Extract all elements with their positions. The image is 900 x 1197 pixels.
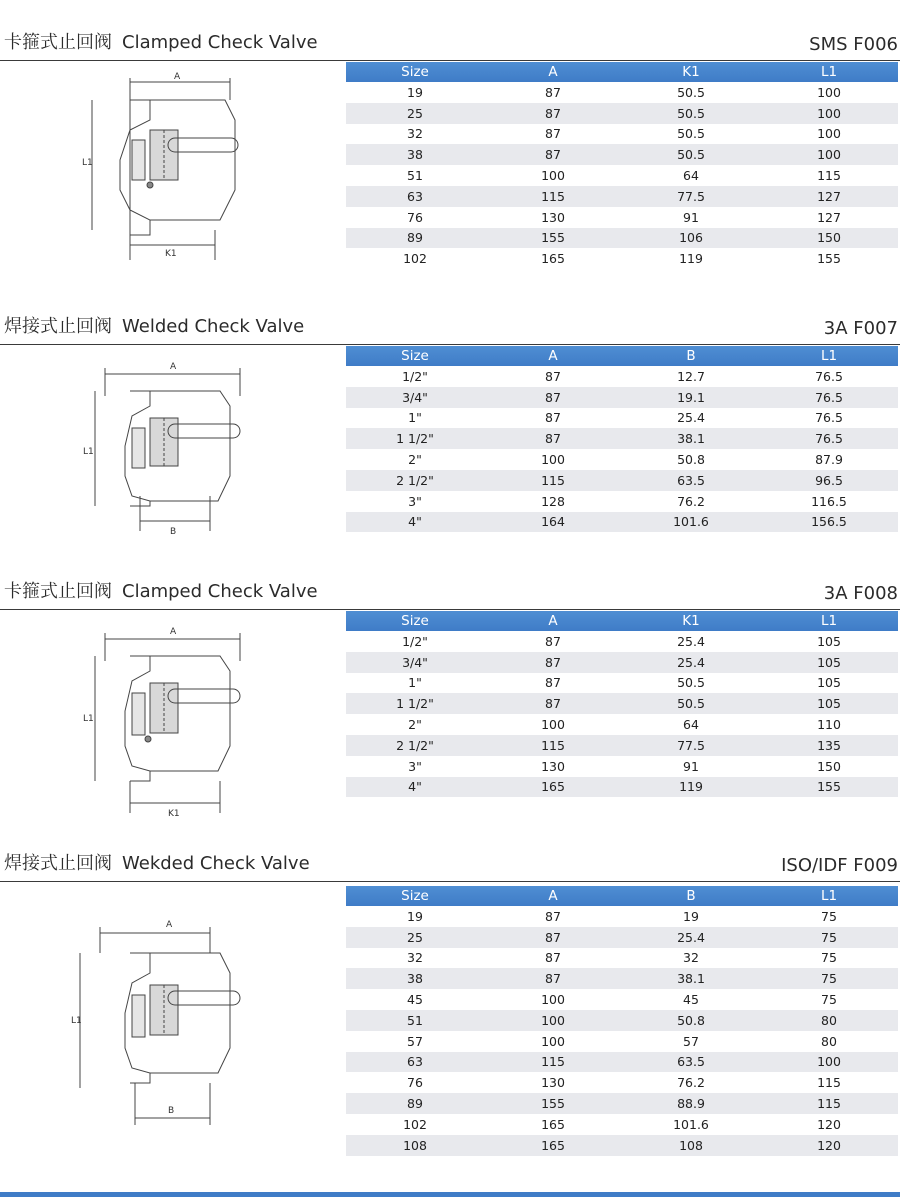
table-row	[346, 714, 898, 735]
table-cell: 38	[346, 968, 484, 989]
table-cell: 57	[683, 1033, 699, 1049]
table-cell: 100	[541, 452, 565, 468]
table-row	[346, 165, 898, 186]
table-row	[346, 906, 898, 927]
valve-drawing	[70, 621, 260, 821]
dim-label-a: A	[166, 920, 173, 930]
table-cell: 119	[622, 777, 760, 798]
spec-table	[346, 611, 898, 797]
header-cell: B	[622, 886, 760, 906]
table-row	[346, 948, 898, 969]
table-row	[346, 989, 898, 1010]
table-body	[346, 631, 898, 797]
dim-label-bottom: K1	[168, 809, 180, 819]
table-row	[346, 673, 898, 694]
table-cell: 19	[407, 908, 423, 924]
table-cell: 80	[760, 1010, 898, 1031]
table-cell: 165	[484, 1135, 622, 1156]
title-chinese: 焊接式止回阀	[4, 853, 112, 874]
table-cell: 63.5	[622, 470, 760, 491]
table-cell: 3"	[408, 758, 422, 774]
table-cell: 155	[817, 251, 841, 267]
table-header	[346, 62, 898, 82]
section-divider	[0, 344, 900, 345]
table-cell: 76.2	[677, 493, 705, 509]
table-cell: 128	[541, 493, 565, 509]
table-cell: 76	[407, 209, 423, 225]
table-row	[346, 449, 898, 470]
table-row	[346, 756, 898, 777]
table-cell: 1/2"	[402, 368, 428, 384]
table-cell: 155	[760, 777, 898, 798]
table-cell: 76.5	[815, 368, 843, 384]
table-cell: 87	[484, 652, 622, 673]
valve-drawing	[70, 70, 260, 270]
table-cell: 100	[760, 1052, 898, 1073]
dim-label-l1: L1	[71, 1016, 82, 1026]
table-row	[346, 82, 898, 103]
table-cell: 102	[403, 251, 427, 267]
table-cell: 108	[622, 1135, 760, 1156]
table-cell: 50.5	[622, 103, 760, 124]
table-cell: 127	[760, 186, 898, 207]
header-cell: A	[484, 346, 622, 366]
header-cell: B	[622, 346, 760, 366]
table-cell: 64	[683, 168, 699, 184]
header-cell: Size	[346, 346, 484, 366]
table-cell: 164	[484, 512, 622, 533]
table-cell: 102	[403, 1116, 427, 1132]
table-row	[346, 1093, 898, 1114]
table-cell: 89	[346, 228, 484, 249]
table-body	[346, 366, 898, 532]
table-cell: 25	[346, 103, 484, 124]
table-cell: 50.5	[677, 126, 705, 142]
table-cell: 100	[541, 168, 565, 184]
dim-label-bottom: K1	[165, 249, 177, 259]
table-row	[346, 428, 898, 449]
table-cell: 101.6	[673, 1116, 709, 1132]
table-row	[346, 408, 898, 429]
table-cell: 4"	[346, 777, 484, 798]
table-cell: 50.8	[622, 1010, 760, 1031]
table-cell: 100	[760, 103, 898, 124]
product-code: ISO/IDF F009	[781, 855, 898, 876]
table-cell: 25.4	[622, 927, 760, 948]
table-cell: 3"	[408, 493, 422, 509]
table-body	[346, 906, 898, 1156]
table-cell: 130	[541, 1075, 565, 1091]
table-row	[346, 491, 898, 512]
header-cell: L1	[760, 62, 898, 82]
table-cell: 75	[760, 927, 898, 948]
product-code: 3A F007	[823, 318, 898, 339]
table-cell: 87	[545, 126, 561, 142]
title-chinese: 卡箍式止回阀	[4, 581, 112, 602]
table-cell: 96.5	[760, 470, 898, 491]
table-cell: 19	[683, 908, 699, 924]
table-cell: 100	[541, 1033, 565, 1049]
header-cell: A	[484, 886, 622, 906]
table-cell: 75	[821, 908, 837, 924]
table-header	[346, 886, 898, 906]
table-cell: 19	[407, 84, 423, 100]
table-row	[346, 652, 898, 673]
header-cell: Size	[346, 611, 484, 631]
table-row	[346, 1114, 898, 1135]
table-cell: 115	[760, 1093, 898, 1114]
table-cell: 76.2	[677, 1075, 705, 1091]
table-cell: 75	[821, 950, 837, 966]
table-cell: 87	[484, 428, 622, 449]
dim-label-a: A	[174, 72, 181, 82]
header-cell: L1	[760, 346, 898, 366]
table-cell: 63.5	[622, 1052, 760, 1073]
table-row	[346, 103, 898, 124]
table-cell: 115	[484, 735, 622, 756]
header-cell: K1	[622, 611, 760, 631]
table-header	[346, 346, 898, 366]
table-cell: 75	[821, 992, 837, 1008]
table-cell: 77.5	[622, 186, 760, 207]
section-title	[4, 314, 304, 340]
header-cell: A	[484, 62, 622, 82]
table-row	[346, 777, 898, 798]
table-row	[346, 366, 898, 387]
table-cell: 165	[541, 251, 565, 267]
table-cell: 19.1	[622, 387, 760, 408]
table-cell: 120	[760, 1135, 898, 1156]
product-code: SMS F006	[809, 34, 898, 55]
table-cell: 119	[679, 251, 703, 267]
table-cell: 91	[683, 758, 699, 774]
dim-label-bottom: B	[168, 1106, 175, 1116]
table-cell: 76	[407, 1075, 423, 1091]
table-cell: 87	[484, 103, 622, 124]
table-cell: 130	[541, 758, 565, 774]
table-cell: 115	[484, 470, 622, 491]
spec-table	[346, 346, 898, 532]
section-divider	[0, 609, 900, 610]
table-cell: 115	[817, 168, 841, 184]
table-cell: 45	[407, 992, 423, 1008]
table-row	[346, 1010, 898, 1031]
table-cell: 115	[484, 1052, 622, 1073]
table-cell: 75	[760, 968, 898, 989]
table-row	[346, 693, 898, 714]
header-cell: L1	[760, 611, 898, 631]
spec-table	[346, 62, 898, 269]
table-cell: 87	[545, 675, 561, 691]
table-cell: 25.4	[677, 633, 705, 649]
table-cell: 1"	[408, 410, 422, 426]
table-cell: 115	[484, 186, 622, 207]
table-cell: 105	[760, 652, 898, 673]
table-cell: 1/2"	[402, 633, 428, 649]
table-cell: 108	[346, 1135, 484, 1156]
table-cell: 130	[541, 209, 565, 225]
table-cell: 63	[346, 1052, 484, 1073]
spec-table	[346, 886, 898, 1156]
table-cell: 3/4"	[346, 652, 484, 673]
table-cell: 80	[821, 1033, 837, 1049]
dim-label-l1: L1	[82, 158, 93, 168]
title-chinese: 焊接式止回阀	[4, 316, 112, 337]
table-row	[346, 248, 898, 269]
table-cell: 88.9	[622, 1093, 760, 1114]
table-cell: 45	[683, 992, 699, 1008]
table-row	[346, 387, 898, 408]
table-cell: 100	[760, 144, 898, 165]
table-header	[346, 611, 898, 631]
product-code: 3A F008	[823, 583, 898, 604]
table-cell: 100	[484, 1010, 622, 1031]
table-cell: 32	[683, 950, 699, 966]
table-cell: 12.7	[677, 368, 705, 384]
table-cell: 116.5	[811, 493, 847, 509]
table-cell: 127	[817, 209, 841, 225]
table-row	[346, 1052, 898, 1073]
section-divider	[0, 881, 900, 882]
title-english: Welded Check Valve	[122, 316, 305, 337]
table-cell: 38	[346, 144, 484, 165]
table-cell: 77.5	[622, 735, 760, 756]
table-cell: 25.4	[622, 652, 760, 673]
table-cell: 87	[484, 693, 622, 714]
dim-label-l1: L1	[83, 714, 94, 724]
table-cell: 150	[760, 228, 898, 249]
table-cell: 100	[817, 126, 841, 142]
table-cell: 106	[622, 228, 760, 249]
table-cell: 2 1/2"	[346, 470, 484, 491]
title-english: Wekded Check Valve	[122, 853, 310, 874]
table-cell: 50.8	[677, 452, 705, 468]
table-cell: 76.5	[815, 410, 843, 426]
table-cell: 50.5	[677, 675, 705, 691]
header-cell: L1	[760, 886, 898, 906]
table-cell: 64	[683, 717, 699, 733]
table-cell: 155	[484, 1093, 622, 1114]
table-cell: 87	[545, 84, 561, 100]
table-cell: 135	[760, 735, 898, 756]
table-cell: 57	[407, 1033, 423, 1049]
title-chinese: 卡箍式止回阀	[4, 32, 112, 53]
table-cell: 100	[541, 992, 565, 1008]
table-cell: 1"	[408, 675, 422, 691]
table-cell: 156.5	[760, 512, 898, 533]
table-row	[346, 228, 898, 249]
table-cell: 150	[817, 758, 841, 774]
table-cell: 100	[817, 84, 841, 100]
footer-bar	[0, 1192, 900, 1197]
dim-label-a: A	[170, 627, 177, 637]
table-row	[346, 207, 898, 228]
table-cell: 38.1	[622, 968, 760, 989]
table-cell: 51	[346, 1010, 484, 1031]
table-cell: 101.6	[622, 512, 760, 533]
header-cell: A	[484, 611, 622, 631]
table-row	[346, 968, 898, 989]
table-row	[346, 631, 898, 652]
table-cell: 115	[817, 1075, 841, 1091]
table-cell: 110	[817, 717, 841, 733]
table-row	[346, 144, 898, 165]
header-cell: K1	[622, 62, 760, 82]
table-cell: 38.1	[622, 428, 760, 449]
title-english: Clamped Check Valve	[122, 581, 318, 602]
table-cell: 1 1/2"	[346, 693, 484, 714]
dim-label-l1: L1	[83, 447, 94, 457]
header-cell: Size	[346, 886, 484, 906]
table-cell: 105	[817, 633, 841, 649]
table-cell: 63	[346, 186, 484, 207]
section-title	[4, 579, 318, 605]
table-row	[346, 470, 898, 491]
table-cell: 87	[545, 950, 561, 966]
table-row	[346, 124, 898, 145]
table-body	[346, 82, 898, 269]
table-cell: 91	[683, 209, 699, 225]
table-cell: 105	[817, 675, 841, 691]
table-cell: 76.5	[760, 387, 898, 408]
table-row	[346, 1031, 898, 1052]
table-cell: 32	[407, 950, 423, 966]
table-cell: 32	[407, 126, 423, 142]
table-cell: 76.5	[760, 428, 898, 449]
table-cell: 100	[541, 717, 565, 733]
dim-label-a: A	[170, 362, 177, 372]
table-cell: 25	[346, 927, 484, 948]
table-row	[346, 186, 898, 207]
section-title	[4, 851, 310, 877]
table-cell: 120	[817, 1116, 841, 1132]
table-cell: 87	[484, 968, 622, 989]
table-cell: 87	[545, 410, 561, 426]
table-cell: 165	[484, 777, 622, 798]
table-cell: 50.5	[622, 144, 760, 165]
table-cell: 87.9	[815, 452, 843, 468]
table-cell: 155	[484, 228, 622, 249]
table-cell: 165	[541, 1116, 565, 1132]
table-cell: 50.5	[677, 84, 705, 100]
table-cell: 87	[484, 387, 622, 408]
table-cell: 105	[760, 693, 898, 714]
section-divider	[0, 60, 900, 61]
table-row	[346, 1072, 898, 1093]
table-cell: 51	[407, 168, 423, 184]
table-cell: 87	[545, 633, 561, 649]
table-cell: 50.5	[622, 693, 760, 714]
valve-drawing	[70, 356, 260, 546]
table-cell: 87	[545, 908, 561, 924]
header-cell: Size	[346, 62, 484, 82]
table-cell: 2"	[408, 452, 422, 468]
table-row	[346, 735, 898, 756]
table-row	[346, 512, 898, 533]
table-cell: 87	[484, 144, 622, 165]
table-cell: 1 1/2"	[346, 428, 484, 449]
dim-label-bottom: B	[170, 527, 177, 537]
table-row	[346, 1135, 898, 1156]
table-cell: 89	[346, 1093, 484, 1114]
valve-drawing	[70, 913, 260, 1133]
table-cell: 4"	[346, 512, 484, 533]
section-title	[4, 30, 318, 56]
table-cell: 3/4"	[346, 387, 484, 408]
table-cell: 87	[484, 927, 622, 948]
table-cell: 2"	[408, 717, 422, 733]
title-english: Clamped Check Valve	[122, 32, 318, 53]
table-cell: 25.4	[677, 410, 705, 426]
table-row	[346, 927, 898, 948]
table-cell: 2 1/2"	[346, 735, 484, 756]
table-cell: 87	[545, 368, 561, 384]
